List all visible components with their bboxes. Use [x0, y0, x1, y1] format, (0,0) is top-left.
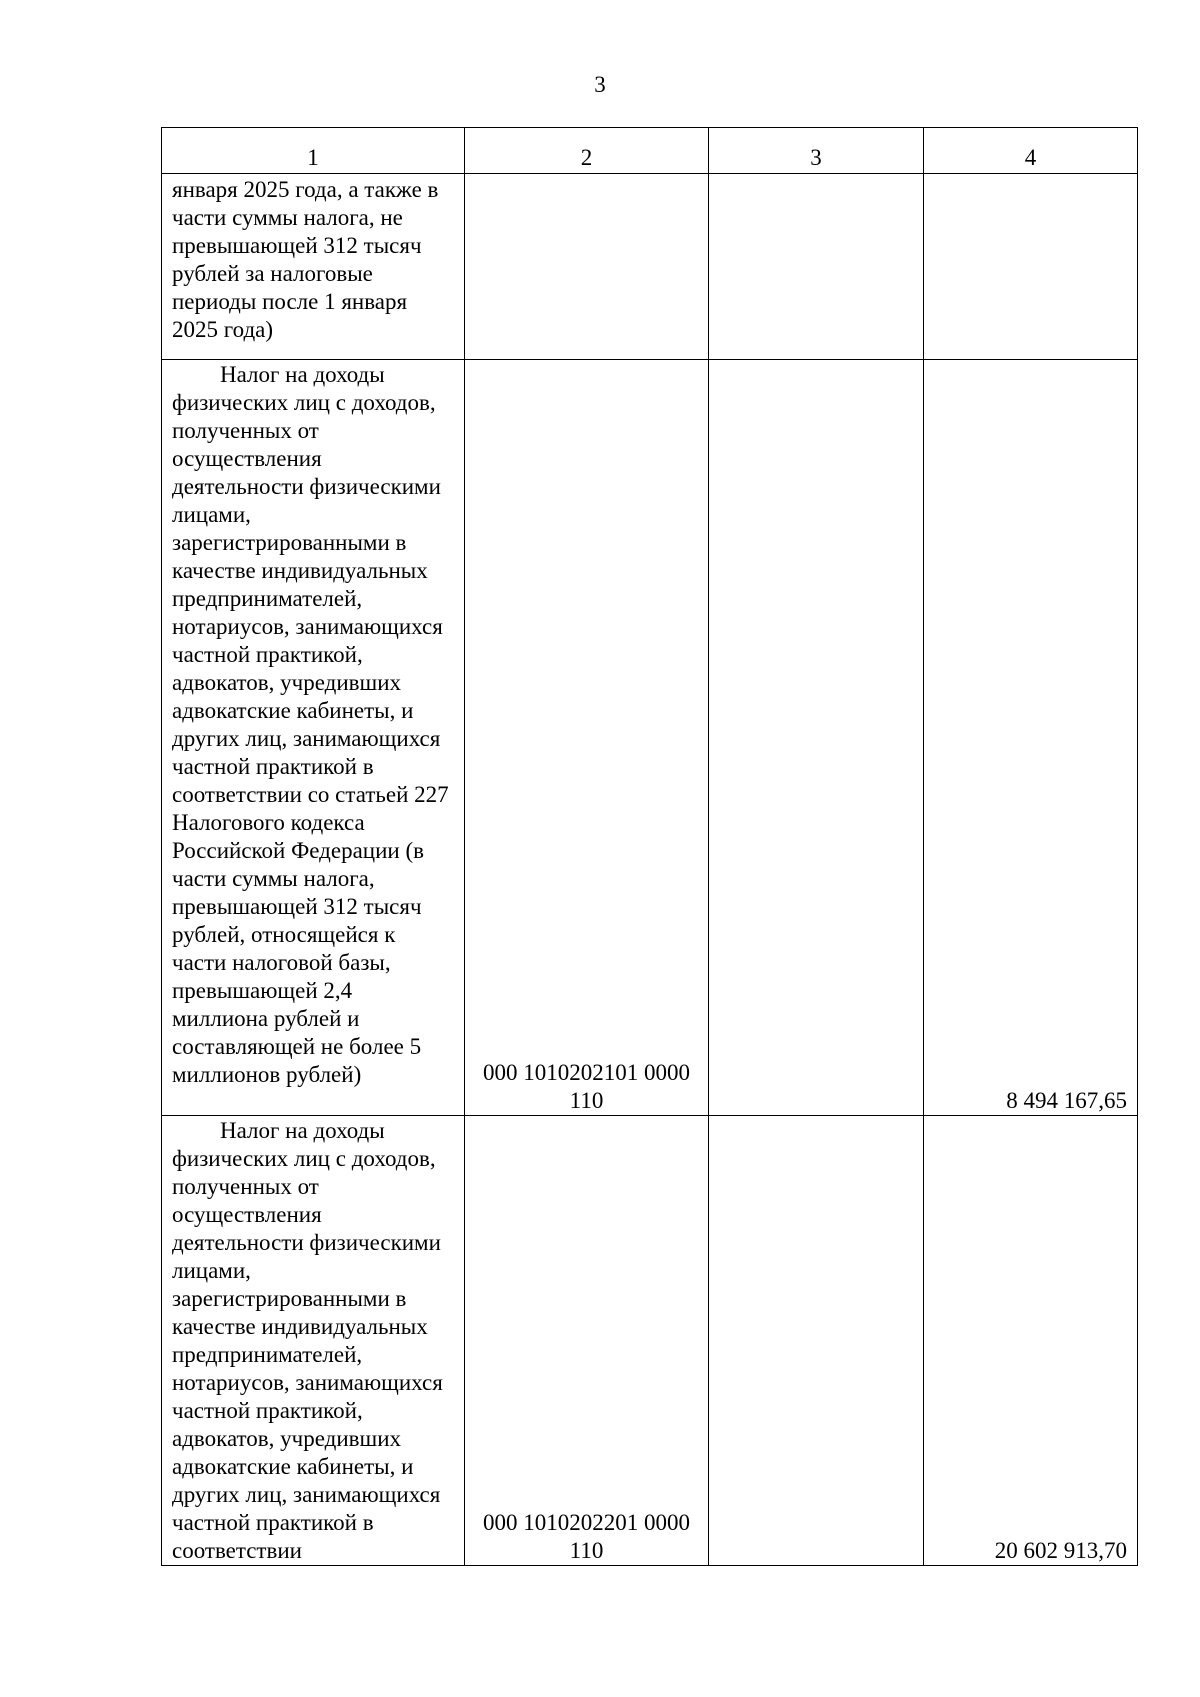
- row-code-cell: [465, 174, 709, 360]
- column-header-1: 1: [162, 128, 465, 174]
- row-description: Налог на доходы физических лиц с доходов, полученных от осуществления деятельности физическими лицами, зарегистрированными в качестве индивидуальных предпринимателей, нотариусов, занимающихся частной практикой, адвокатов, учредивших адвокатские кабинеты, и других лиц, занимающихся частной практикой в соответствии со статьей 227 Налогового кодекса Российской Федерации (в части суммы налога, превышающей 312 тысяч рублей, относящейся к части налоговой базы, превышающей 2,4 миллиона рублей и составляющей не более 5 миллионов рублей): [172, 362, 449, 1087]
- table-row: [162, 1116, 1138, 1566]
- row-description-cell: [162, 1116, 465, 1566]
- column-header-4: 4: [924, 128, 1138, 174]
- row-amount-cell: 20 602 913,70: [924, 1116, 1138, 1566]
- row-description: Налог на доходы физических лиц с доходов, полученных от осуществления деятельности физическими лицами, зарегистрированными в качестве индивидуальных предпринимателей, нотариусов, занимающихся частной практикой, адвокатов, учредивших адвокатские кабинеты, и других лиц, занимающихся частной практикой в соответствии: [172, 1118, 443, 1563]
- page-number: 3: [594, 72, 606, 97]
- row-code-cell: 000 1010202201 0000 110: [465, 1116, 709, 1566]
- row-description: января 2025 года, а также в части суммы налога, не превышающей 312 тысяч рублей за налоговые периоды после 1 января 2025 года): [172, 177, 439, 342]
- column-header-2: 2: [465, 128, 709, 174]
- row-col3-cell: [709, 360, 924, 1116]
- row-amount-cell: 8 494 167,65: [924, 360, 1138, 1116]
- row-description-cell: [162, 360, 465, 1116]
- row-description-cell: [162, 174, 465, 360]
- row-col3-cell: [709, 1116, 924, 1566]
- table-row: [162, 360, 1138, 1116]
- row-amount-cell: [924, 174, 1138, 360]
- row-code-cell: 000 1010202101 0000 110: [465, 360, 709, 1116]
- row-col3-cell: [709, 174, 924, 360]
- revenue-table: [161, 127, 1138, 1566]
- table-row: [162, 174, 1138, 360]
- table-header-row: [162, 128, 1138, 174]
- column-header-3: 3: [709, 128, 924, 174]
